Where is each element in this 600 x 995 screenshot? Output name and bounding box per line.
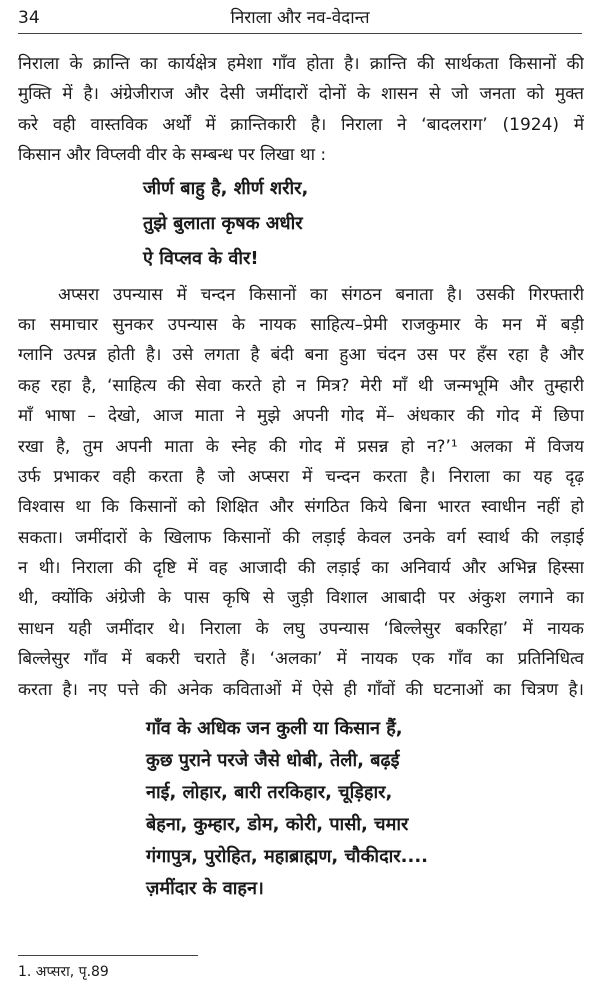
verse-line: बेहना, कुम्हार, डोम, कोरी, पासी, चमार [146, 814, 409, 836]
text-line: किसान और विप्लवी वीर के सम्बन्ध पर लिखा था : [18, 145, 327, 166]
text-line: कह रहा है, ‘साहित्य की सेवा करते हो न मित्र? मेरी माँ थी जन्मभूमि और तुम्हारी [18, 375, 584, 396]
paragraph-1 [18, 49, 584, 171]
text-line: करता है। नए पत्ते की अनेक कविताओं में ऐसे ही गाँवों की घटनाओं का चित्रण है। [18, 679, 584, 700]
verse-quote-1 [18, 171, 584, 276]
verse-line: जीर्ण बाहु है, शीर्ण शरीर, [143, 177, 309, 199]
page-number: 34 [18, 8, 40, 28]
text-line: विश्वास था कि किसानों को शिक्षित और संगठित किये बिना भारत स्वाधीन नहीं हो [18, 497, 584, 518]
verse-line: तुझे बुलाता कृषक अधीर [143, 212, 303, 234]
text-line: अप्सरा उपन्यास में चन्दन किसानों का संगठन बनाता है। उसकी गिरफ्तारी [58, 284, 584, 305]
page-body [18, 49, 584, 905]
text-line: साधन यही जमींदार थे। निराला के लघु उपन्यास ‘बिल्लेसुर बकरिहा’ में नायक [18, 618, 584, 639]
text-line: न थी। निराला की दृष्टि में वह आजादी की लड़ाई का अनिवार्य और अभिन्न हिस्सा [18, 558, 584, 579]
text-line: रखा है, तुम अपनी माता के स्नेह की गोद में प्रसन्न हो न?’¹ अलका में विजय [18, 436, 584, 457]
text-line: उर्फ प्रभाकर वही करता है जो अप्सरा में चन्दन करता है। निराला का यह दृढ़ [18, 466, 584, 487]
verse-line: ज़मींदार के वाहन। [146, 878, 264, 900]
text-line: का समाचार सुनकर उपन्यास के नायक साहित्य–प्रेमी राजकुमार के मन में बड़ी [18, 314, 584, 335]
text-line: निराला के क्रान्ति का कार्यक्षेत्र हमेशा गाँव होता है। क्रान्ति की सार्थकता किसानों की [18, 54, 584, 74]
text-line: ग्लानि उत्पन्न होती है। उसे लगता है बंदी बना हुआ चंदन उस पर हँस रहा है और [18, 345, 584, 366]
text-line: सकता। जमींदारों के खिलाफ किसानों की लड़ाई केवल उनके वर्ग स्वार्थ की लड़ाई [18, 527, 584, 548]
verse-line: गंगापुत्र, पुरोहित, महाब्राह्मण, चौकीदार.... [146, 846, 428, 868]
footnote: 1. अप्सरा, पृ.89 [18, 964, 109, 980]
verse-line: नाई, लोहार, बारी तरकिहार, चूड़िहार, [146, 782, 393, 804]
verse-line: कुछ पुराने परजे जैसे धोबी, तेली, बढ़ई [146, 750, 400, 772]
verse-quote-2 [18, 713, 584, 905]
header-rule [18, 33, 582, 34]
text-line: बिल्लेसुर गाँव में बकरी चराते हैं। ‘अलका’ में नायक एक गाँव का प्रतिनिधित्व [18, 649, 584, 670]
verse-line: ऐ विप्लव के वीर! [143, 247, 259, 269]
text-line: मुक्ति में है। अंग्रेजीराज और देसी जमींदारों दोनों के शासन से जो जनता को मुक्त [18, 84, 584, 105]
verse-line: गाँव के अधिक जन कुली या किसान हैं, [146, 718, 403, 740]
text-line: माँ भाषा – देखो, आज माता ने मुझे अपनी गोद में– अंधकार की गोद में छिपा [18, 406, 584, 427]
text-line: थी, क्योंकि अंग्रेजी के पास कृषि से जुड़ी विशाल आबादी पर अंकुश लगाने का [18, 588, 584, 609]
running-title: निराला और नव-वेदान्त [230, 8, 370, 28]
text-line: करे वही वास्तविक अर्थों में क्रान्तिकारी है। निराला ने ‘बादलराग’ (1924) में [18, 114, 584, 135]
paragraph-2 [18, 280, 584, 705]
footnote-rule [18, 955, 198, 956]
